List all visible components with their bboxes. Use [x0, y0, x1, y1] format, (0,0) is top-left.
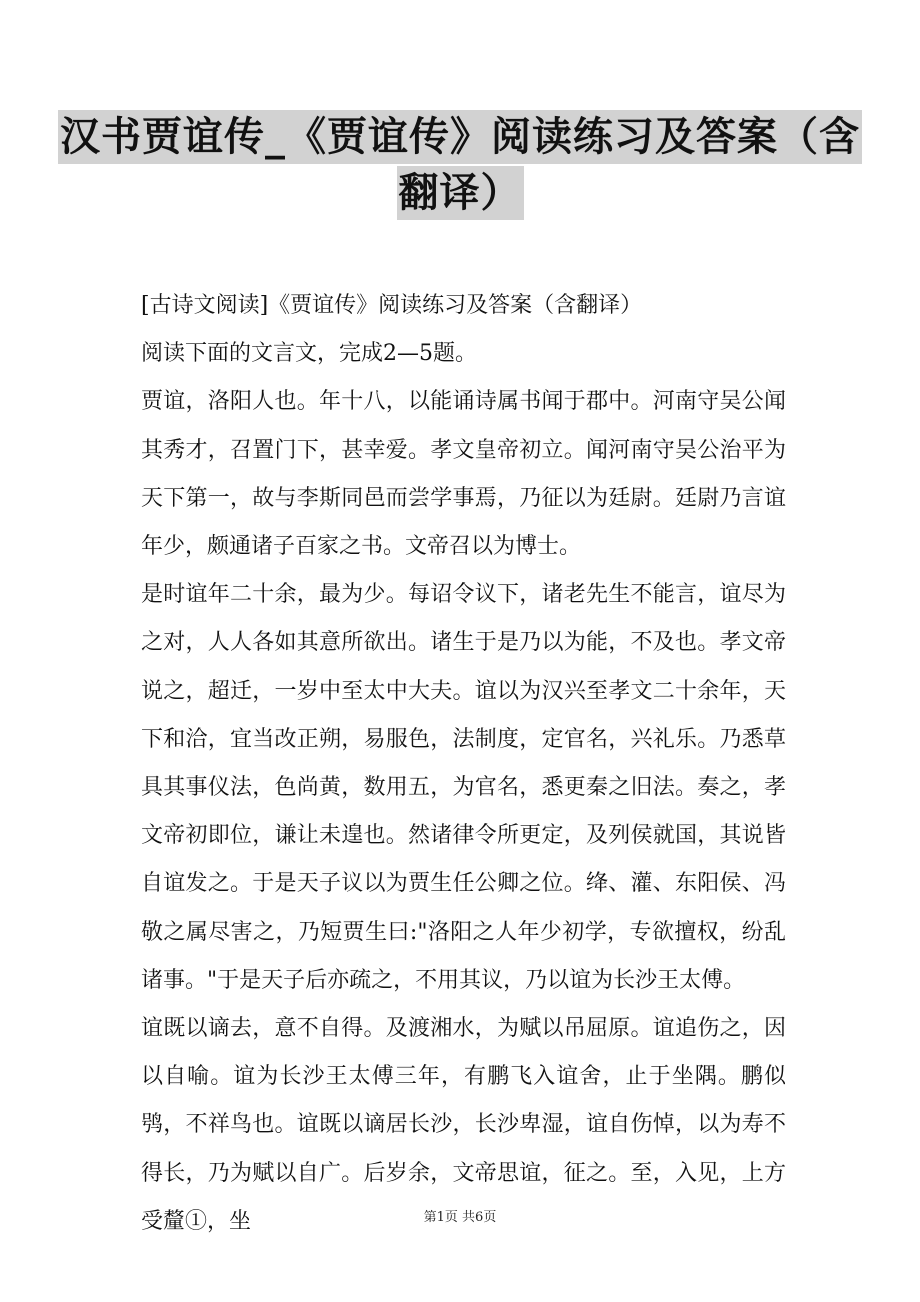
paragraph-instruction: 阅读下面的文言文，完成2—5题。 — [141, 341, 477, 367]
page-footer: 第1页 共6页 — [423, 1210, 497, 1225]
paragraph: 是时谊年二十余，最为少。每诏令议下，诸老先生不能言，谊尽为之对，人人各如其意所欲出。诸生于是乃以为能，不及也。孝文帝说之，超迁，一岁中至太中大夫。谊以为汉兴至孝文二十余年，天下和洽，宜当改正朔，易服色，法制度，定官名，兴礼乐。乃悉草具其事仪法，色尚黄，数用五，为官名，悉更秦之旧法。奏之，孝文帝初即位，谦让未遑也。然诸律令所更定，及列侯就国，其说皆自谊发之。于是天子议以为贾生任公卿之位。绛、灌、东阳侯、冯敬之属尽害之，乃短贾生曰:"洛阳之人年少初学，专欲擅权，纷乱诸事。"于是天子后亦疏之，不用其议，乃以谊为长沙王太傅。 — [141, 582, 786, 993]
paragraph: 贾谊，洛阳人也。年十八，以能诵诗属书闻于郡中。河南守吴公闻其秀才，召置门下，甚幸爱。孝文皇帝初立。闻河南守吴公治平为天下第一，故与李斯同邑而尝学事焉，乃征以为廷尉。廷尉乃言谊年少，颇通诸子百家之书。文帝召以为博士。 — [141, 389, 786, 560]
title-line-2: 翻译） — [397, 166, 524, 220]
title-line-1: 汉书贾谊传_《贾谊传》阅读练习及答案（含 — [58, 110, 862, 164]
paragraph-heading: [古诗文阅读]《贾谊传》阅读练习及答案（含翻译） — [141, 293, 643, 318]
document-body — [141, 282, 786, 1246]
document-title — [0, 110, 920, 220]
paragraph: 谊既以谪去，意不自得。及渡湘水，为赋以吊屈原。谊追伤之，因以自喻。谊为长沙王太傅三年，有鹏飞入谊舍，止于坐隅。鹏似鸮，不祥鸟也。谊既以谪居长沙，长沙卑湿，谊自伤悼，以为寿不得长，乃为赋以自广。后岁余，文帝思谊，征之。至，入见，上方受釐①，坐 — [141, 1016, 786, 1234]
